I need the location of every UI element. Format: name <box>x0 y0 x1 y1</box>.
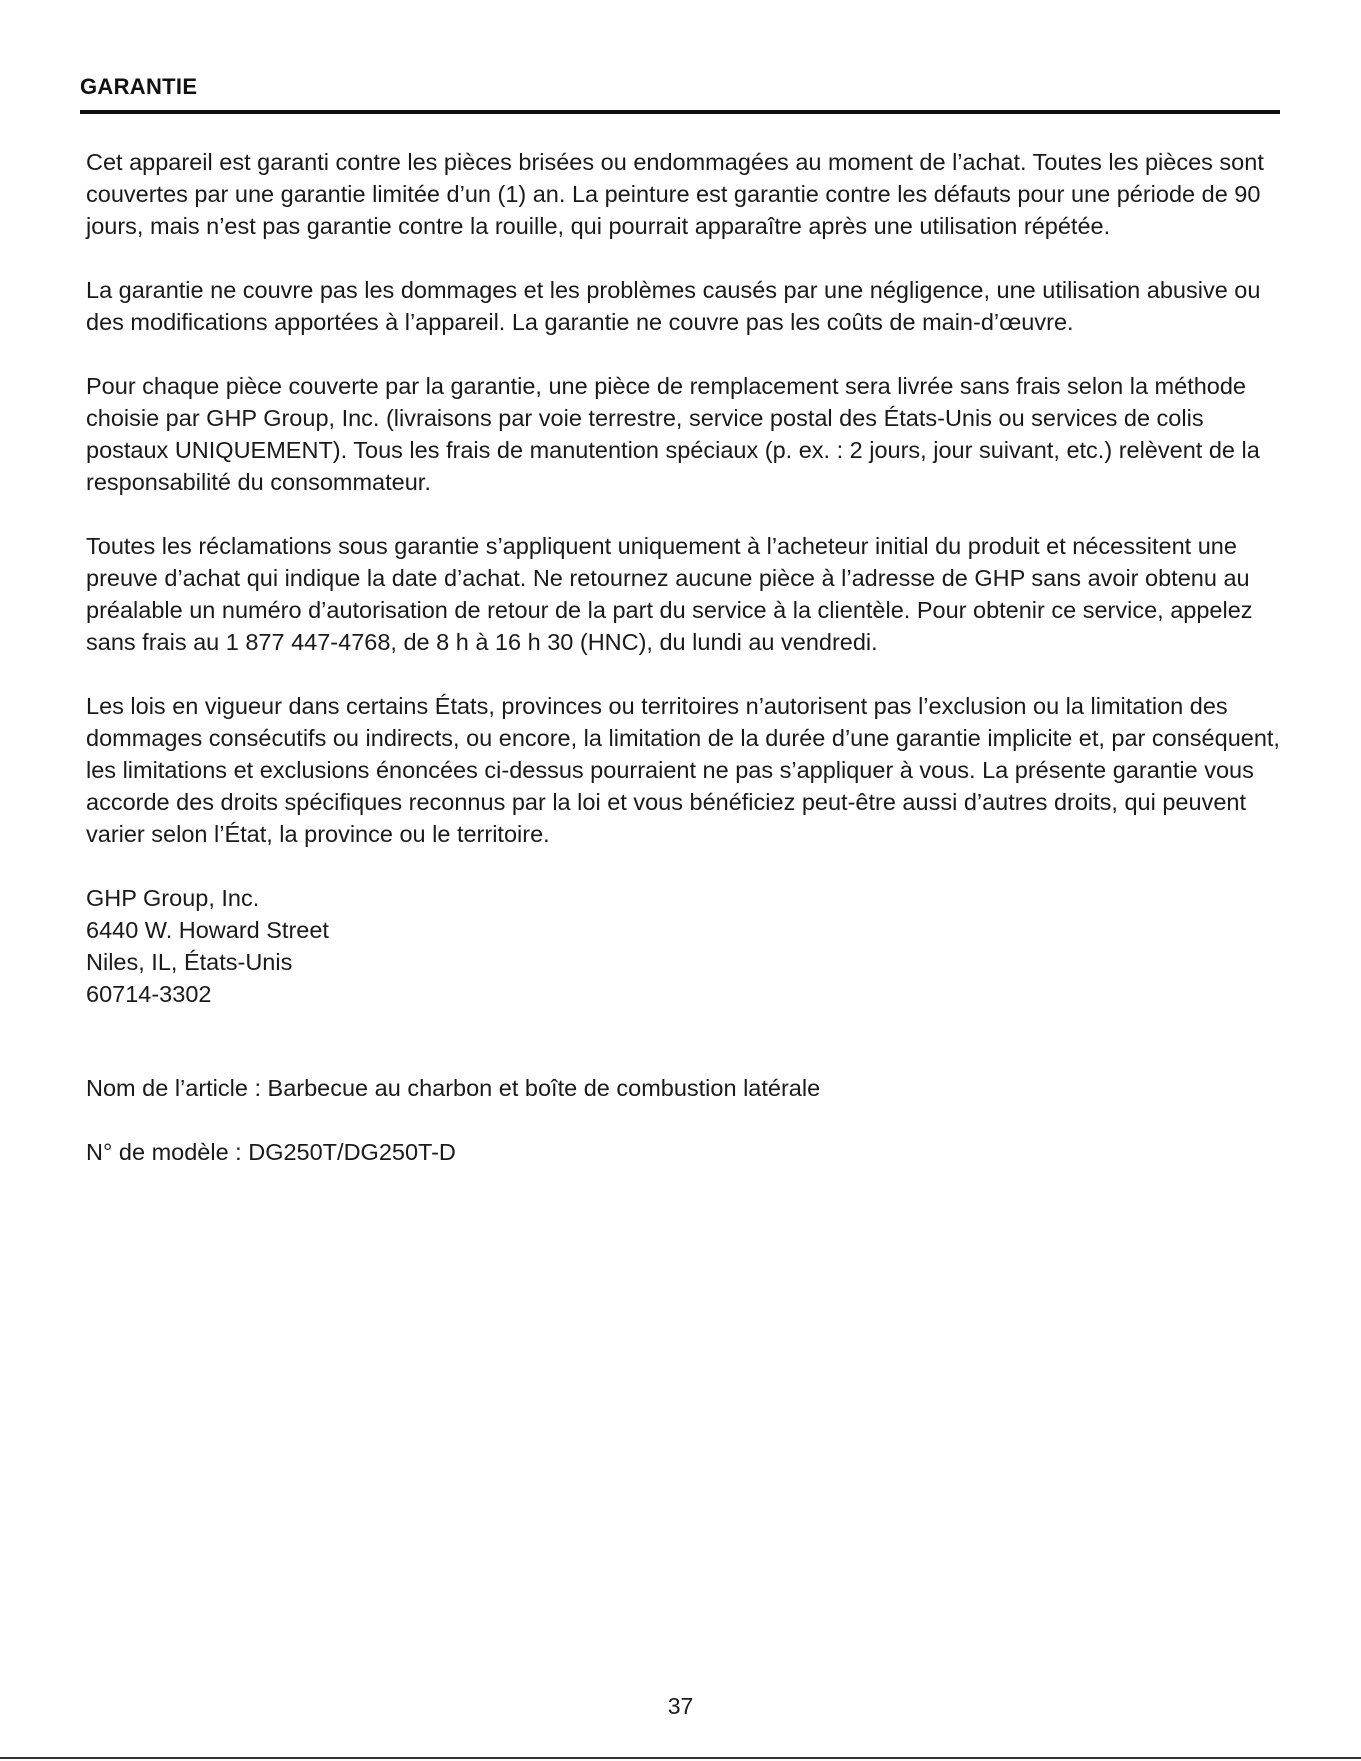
address-company: GHP Group, Inc. <box>86 885 260 911</box>
paragraph-replacement-parts: Pour chaque pièce couverte par la garantie, une pièce de remplacement sera livrée sans frais selon la méthode choisie par GHP Group, Inc. (livraisons par voie terrestre, service postal des États-Unis ou services de colis postaux UNIQUEMENT). Tous les frais de manutention spéciaux (p. ex. : 2 jours, jour suivant, etc.) relèvent de la responsabilité du consommateur. <box>86 373 1260 495</box>
paragraph-warranty-exclusions: La garantie ne couvre pas les dommages et les problèmes causés par une négligence, une utilisation abusive ou des modifications apportées à l’appareil. La garantie ne couvre pas les coûts de main-d’œuvre. <box>86 277 1261 335</box>
model-number: N° de modèle : DG250T/DG250T-D <box>86 1139 456 1165</box>
paragraph-warranty-coverage: Cet appareil est garanti contre les pièces brisées ou endommagées au moment de l’achat. Toutes les pièces sont couvertes par une garantie limitée d’un (1) an. La peinture est garantie contre les défauts pour une période de 90 jours, mais n’est pas garantie contre la rouille, qui pourrait apparaître après une utilisation répétée. <box>86 149 1264 239</box>
spacer <box>86 1042 1286 1072</box>
heading-rule <box>80 110 1280 114</box>
page-bottom-border <box>0 1757 1361 1759</box>
warranty-body <box>86 146 1286 1200</box>
company-address <box>86 882 1286 1010</box>
address-postal: 60714-3302 <box>86 981 212 1007</box>
section-heading: GARANTIE <box>80 74 198 99</box>
address-city: Niles, IL, États-Unis <box>86 949 293 975</box>
page-number: 37 <box>667 1693 694 1719</box>
paragraph-legal-rights: Les lois en vigueur dans certains États, provinces ou territoires n’autorisent pas l’exclusion ou la limitation des dommages consécutifs ou indirects, ou encore, la limitation de la durée d’une garantie implicite et, par conséquent, les limitations et exclusions énoncées ci-dessus pourraient ne pas s’appliquer à vous. La présente garantie vous accorde des droits spécifiques reconnus par la loi et vous bénéficiez peut-être aussi d’autres droits, qui peuvent varier selon l’État, la province ou le territoire. <box>86 693 1280 847</box>
item-name: Nom de l’article : Barbecue au charbon et boîte de combustion latérale <box>86 1075 821 1101</box>
paragraph-claims: Toutes les réclamations sous garantie s’appliquent uniquement à l’acheteur initial du produit et nécessitent une preuve d’achat qui indique la date d’achat. Ne retournez aucune pièce à l’adresse de GHP sans avoir obtenu au préalable un numéro d’autorisation de retour de la part du service à la clientèle. Pour obtenir ce service, appelez sans frais au 1 877 447-4768, de 8 h à 16 h 30 (HNC), du lundi au vendredi. <box>86 533 1253 655</box>
address-street: 6440 W. Howard Street <box>86 917 329 943</box>
